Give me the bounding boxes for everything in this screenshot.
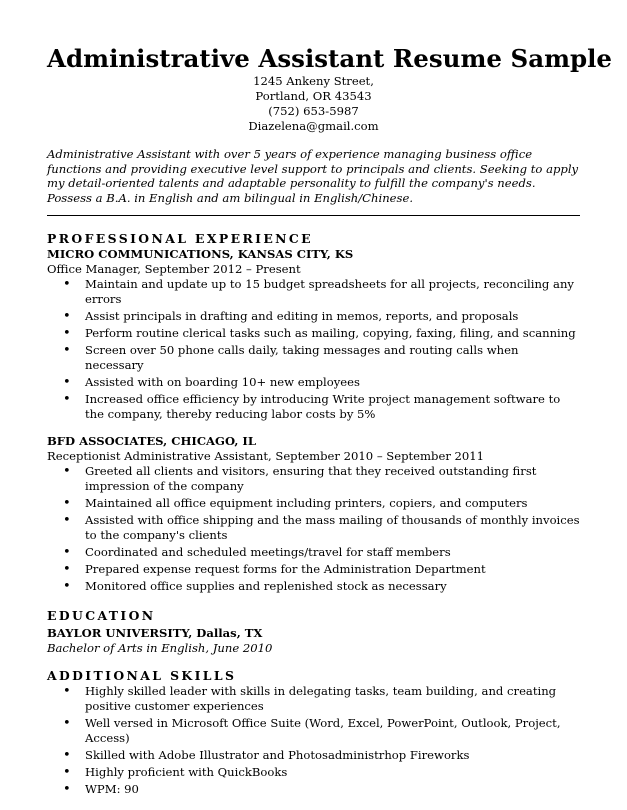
- contact-block: [47, 74, 580, 134]
- job-company: BFD ASSOCIATES, CHICAGO, IL: [47, 434, 257, 449]
- skill-item: • Highly skilled leader with skills in delegating tasks, team building, and creating positive customer experiences: [47, 684, 580, 714]
- job-entry: [47, 247, 580, 422]
- skill-item: • Highly proficient with QuickBooks: [47, 765, 580, 780]
- degree: Bachelor of Arts in English, June 2010: [47, 641, 273, 656]
- bullet-item: • Assist principals in drafting and editing in memos, reports, and proposals: [47, 309, 580, 324]
- contact-phone: (752) 653-5987: [268, 104, 359, 118]
- bullet-item: • Coordinated and scheduled meetings/travel for staff members: [47, 545, 580, 560]
- contact-email: Diazelena@gmail.com: [248, 119, 379, 133]
- contact-city: Portland, OR 43543: [255, 89, 372, 103]
- section-divider: [47, 215, 580, 216]
- job-entry: [47, 434, 580, 594]
- skills-heading: ADDITIONAL SKILLS: [47, 668, 237, 684]
- skill-item: • Skilled with Adobe Illustrator and Photosadministrhop Fireworks: [47, 748, 580, 763]
- bullet-item: • Assisted with office shipping and the mass mailing of thousands of monthly invoices to the company's clients: [47, 513, 580, 543]
- bullet-item: • Prepared expense request forms for the Administration Department: [47, 562, 580, 577]
- job-company: MICRO COMMUNICATIONS, KANSAS CITY, KS: [47, 247, 354, 262]
- bullet-item: • Maintain and update up to 15 budget spreadsheets for all projects, reconciling any errors: [47, 277, 580, 307]
- bullet-item: • Assisted with on boarding 10+ new employees: [47, 375, 580, 390]
- job-role: Office Manager, September 2012 – Present: [47, 262, 301, 277]
- summary-paragraph: Administrative Assistant with over 5 years of experience managing business office functions and providing executive level support to principals and clients. Seeking to apply my detail-oriented talents and adaptable personality to fulfill the company's needs. Possess a B.A. in English and am bilingual in English/Chinese.: [47, 147, 579, 205]
- job-bullets: [47, 277, 580, 422]
- skill-item: • WPM: 90: [47, 782, 580, 797]
- job-bullets: [47, 464, 580, 594]
- bullet-item: • Perform routine clerical tasks such as mailing, copying, faxing, filing, and scanning: [47, 326, 580, 341]
- job-role: Receptionist Administrative Assistant, September 2010 – September 2011: [47, 449, 485, 464]
- bullet-item: • Increased office efficiency by introducing Write project management software to the company, thereby reducing labor costs by 5%: [47, 392, 580, 422]
- bullet-item: • Greeted all clients and visitors, ensuring that they received outstanding first impression of the company: [47, 464, 580, 494]
- bullet-item: • Screen over 50 phone calls daily, taking messages and routing calls when necessary: [47, 343, 580, 373]
- skill-item: • Well versed in Microsoft Office Suite (Word, Excel, PowerPoint, Outlook, Project, Access): [47, 716, 580, 746]
- experience-heading: PROFESSIONAL EXPERIENCE: [47, 231, 314, 247]
- education-entry: [47, 626, 580, 656]
- bullet-item: • Monitored office supplies and replenished stock as necessary: [47, 579, 580, 594]
- contact-street: 1245 Ankeny Street,: [253, 74, 374, 88]
- education-heading: EDUCATION: [47, 608, 156, 624]
- bullet-item: • Maintained all office equipment including printers, copiers, and computers: [47, 496, 580, 511]
- skills-list: [47, 684, 580, 797]
- school-name: BAYLOR UNIVERSITY, Dallas, TX: [47, 626, 263, 641]
- resume-page: [47, 44, 613, 799]
- resume-title: Administrative Assistant Resume Sample: [47, 44, 613, 73]
